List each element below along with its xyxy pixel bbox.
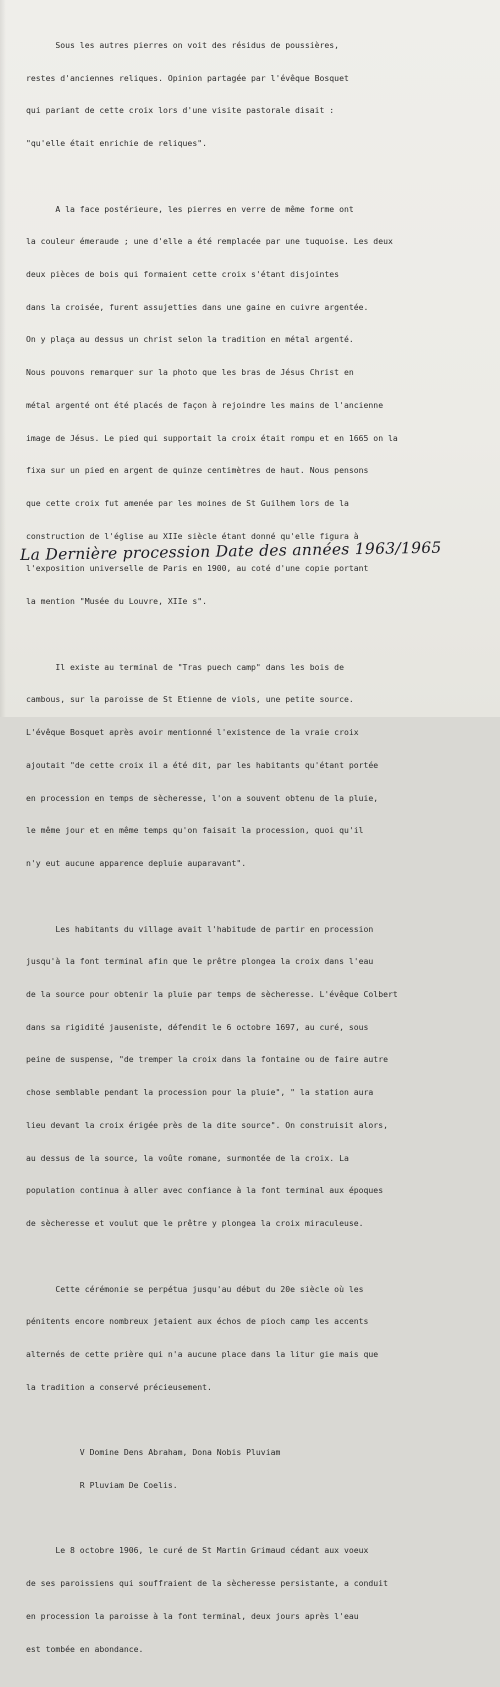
text-line: la mention "Musée du Louvre, XIIe s".: [26, 596, 207, 607]
text-line: en procession en temps de sècheresse, l'on a souvent obtenu de la pluie,: [26, 792, 379, 803]
paragraph-reliques: [26, 18, 482, 171]
paragraph-source: [26, 640, 482, 891]
text-line: de sècheresse et voulut que le prêtre y plongea la croix miraculeuse.: [26, 1217, 364, 1228]
text-line: est tombée en abondance.: [26, 1643, 144, 1654]
page-edge-shadow: [0, 0, 6, 717]
text-line: construction de l'église au XIIe siècle étant donné qu'elle figura à: [26, 530, 359, 541]
text-line: qui pariant de cette croix lors d'une visite pastorale disait :: [26, 105, 335, 116]
text-line: population continua à aller avec confiance à la font terminal aux époques: [26, 1185, 384, 1196]
text-line: lieu devant la croix érigée près de la dite source". On construisit alors,: [26, 1119, 388, 1130]
text-line: la couleur émeraude ; une d'elle a été remplacée par une tuquoise. Les deux: [26, 236, 393, 247]
text-line: en procession la paroisse à la font terminal, deux jours après l'eau: [26, 1610, 359, 1621]
text-line: dans la croisée, furent assujetties dans une gaine en cuivre argentée.: [26, 301, 369, 312]
text-line: le même jour et en même temps qu'on faisait la procession, quoi qu'il: [26, 825, 364, 836]
text-line: deux pièces de bois qui formaient cette croix s'étant disjointes: [26, 268, 340, 279]
text-line: Sous les autres pierres on voit des résidus de poussières,: [26, 39, 340, 50]
text-line: de ses paroissiens qui souffraient de la sècheresse persistante, a conduit: [26, 1578, 388, 1589]
text-line: Nous pouvons remarquer sur la photo que les bras de Jésus Christ en: [26, 367, 354, 378]
paragraph-ceremonie: [26, 1262, 482, 1415]
text-line: que cette croix fut amenée par les moines de St Guilhem lors de la: [26, 497, 349, 508]
text-line: chose semblable pendant la procession pour la pluie", " la station aura: [26, 1087, 374, 1098]
paragraph-procession: [26, 902, 482, 1251]
text-line: cambous, sur la paroisse de St Etienne de viols, une petite source.: [26, 694, 354, 705]
text-line: peine de suspense, "de tremper la croix dans la fontaine ou de faire autre: [26, 1054, 388, 1065]
text-line: au dessus de la source, la voûte romane, surmontée de la croix. La: [26, 1152, 349, 1163]
text-line: l'exposition universelle de Paris en 1900, au coté d'une copie portant: [26, 563, 369, 574]
text-line: Le 8 octobre 1906, le curé de St Martin Grimaud cédant aux voeux: [26, 1545, 369, 1556]
prayer-versicle: V Domine Dens Abraham, Dona Nobis Pluviam: [26, 1447, 281, 1458]
handwritten-note: La Dernière procession Date des années 1963/1965: [19, 538, 442, 565]
text-line: L'évêque Bosquet après avoir mentionné l'existence de la vraie croix: [26, 727, 359, 738]
text-line: la tradition a conservé précieusement.: [26, 1381, 212, 1392]
text-line: jusqu'à la font terminal afin que le prêtre plongea la croix dans l'eau: [26, 956, 374, 967]
text-line: A la face postérieure, les pierres en verre de même forme ont: [26, 203, 354, 214]
text-line: On y plaça au dessus un christ selon la tradition en métal argenté.: [26, 334, 354, 345]
latin-prayer: [26, 1425, 482, 1512]
text-line: alternés de cette prière qui n'a aucune place dans la litur gie mais que: [26, 1348, 379, 1359]
text-line: n'y eut aucune apparence depluie auparavant".: [26, 857, 247, 868]
typewritten-text: [26, 18, 482, 1687]
text-line: Les habitants du village avait l'habitude de partir en procession: [26, 923, 374, 934]
text-line: dans sa rigidité jauseniste, défendit le 6 octobre 1697, au curé, sous: [26, 1021, 369, 1032]
text-line: fixa sur un pied en argent de quinze centimètres de haut. Nous pensons: [26, 465, 369, 476]
text-line: Il existe au terminal de "Tras puech camp" dans les bois de: [26, 661, 344, 672]
paragraph-1906: [26, 1524, 482, 1677]
text-line: de la source pour obtenir la pluie par temps de sècheresse. L'évêque Colbert: [26, 988, 398, 999]
prayer-response: R Pluviam De Coelis.: [26, 1479, 178, 1490]
text-line: métal argenté ont été placés de façon à rejoindre les mains de l'ancienne: [26, 399, 384, 410]
text-line: Cette cérémonie se perpétua jusqu'au début du 20e siècle où les: [26, 1283, 364, 1294]
text-line: restes d'anciennes reliques. Opinion partagée par l'évêque Bosquet: [26, 72, 349, 83]
text-line: pénitents encore nombreux jetaient aux échos de pioch camp les accents: [26, 1316, 369, 1327]
text-line: ajoutait "de cette croix il a été dit, par les habitants qu'étant portée: [26, 759, 379, 770]
text-line: image de Jésus. Le pied qui supportait la croix était rompu et en 1665 on la: [26, 432, 398, 443]
text-line: "qu'elle était enrichie de reliques".: [26, 137, 207, 148]
